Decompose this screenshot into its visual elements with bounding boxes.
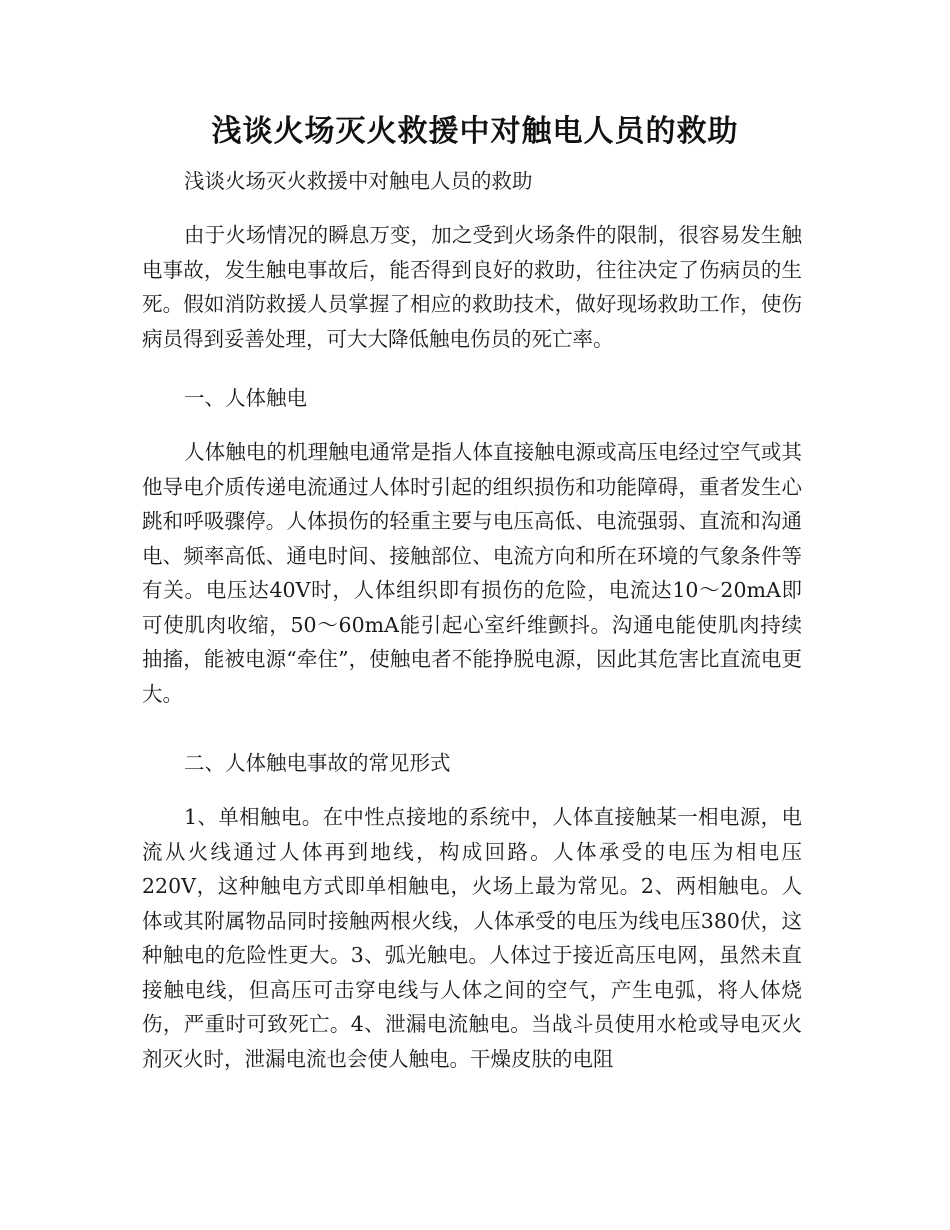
intro-paragraph: 由于火场情况的瞬息万变，加之受到火场条件的限制，很容易发生触电事故，发生触电事故后，能否得到良好的救助，往往决定了伤病员的生死。假如消防救援人员掌握了相应的救助技术，做好现场救助工作，使伤病员得到妥善处理，可大大降低触电伤员的死亡率。 [142, 223, 802, 351]
section-2-body: 1、单相触电。在中性点接地的系统中，人体直接触某一相电源，电流从火线通过人体再到地线，构成回路。人体承受的电压为相电压220V，这种触电方式即单相触电，火场上最为常见。2、两相触电。人体或其附属物品同时接触两根火线，人体承受的电压为线电压380伏，这种触电的危险性更大。3、弧光触电。人体过于接近高压电网，虽然未直接触电线，但高压可击穿电线与人体之间的空气，产生电弧，将人体烧伤，严重时可致死亡。4、泄漏电流触电。当战斗员使用水枪或导电灭火剂灭火时，泄漏电流也会使人触电。干燥皮肤的电阻 [142, 805, 802, 1071]
subtitle-paragraph: 浅谈火场灭火救援中对触电人员的救助 [184, 169, 533, 193]
document-title: 浅谈火场灭火救援中对触电人员的救助 [211, 114, 739, 149]
section-2-heading: 二、人体触电事故的常见形式 [184, 751, 451, 775]
section-1-heading: 一、人体触电 [184, 386, 307, 410]
section-1-body: 人体触电的机理触电通常是指人体直接触电源或高压电经过空气或其他导电介质传递电流通过人体时引起的组织损伤和功能障碍，重者发生心跳和呼吸骤停。人体损伤的轻重主要与电压高低、电流强弱、直流和沟通电、频率高低、通电时间、接触部位、电流方向和所在环境的气象条件等有关。电压达40V时，人体组织即有损伤的危险，电流达10～20mA即可使肌肉收缩，50～60mA能引起心室纤维颤抖。沟通电能使肌肉持续抽搐，能被电源“牵住”，使触电者不能挣脱电源，因此其危害比直流电更大。 [142, 440, 802, 706]
